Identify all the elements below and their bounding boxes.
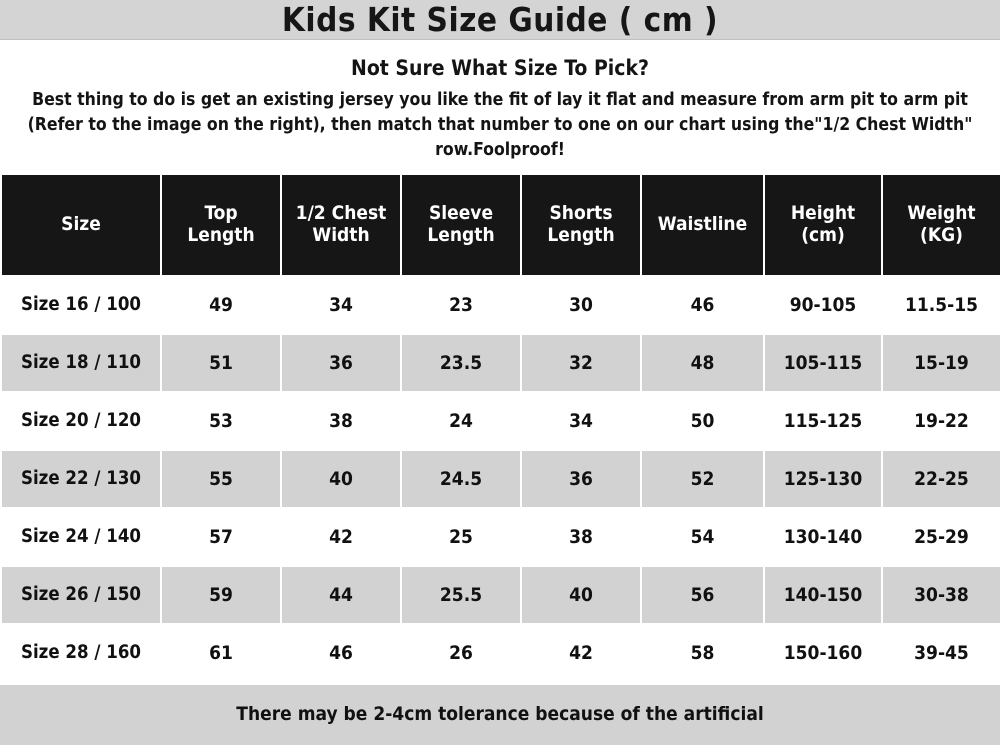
cell-shorts-length: 40: [521, 566, 641, 624]
cell-sleeve-length: 23.5: [401, 334, 521, 392]
column-header-line2: Length: [187, 223, 255, 246]
column-header-line1: 1/2 Chest: [295, 202, 387, 225]
cell-height: 130-140: [764, 508, 882, 566]
cell-half-chest-width: 36: [281, 334, 401, 392]
cell-half-chest-width: 42: [281, 508, 401, 566]
cell-sleeve-length: 26: [401, 624, 521, 682]
page-title: Kids Kit Size Guide ( cm ): [281, 0, 719, 39]
cell-size: Size 24 / 140: [1, 508, 161, 566]
cell-top-length: 51: [161, 334, 281, 392]
column-header-line1: Top: [204, 202, 238, 225]
tolerance-note: There may be 2-4cm tolerance because of the artificial: [0, 683, 1000, 745]
cell-shorts-length: 36: [521, 450, 641, 508]
cell-waistline: 58: [641, 624, 764, 682]
column-header-half-chest-width: [281, 174, 401, 276]
cell-height: 90-105: [764, 276, 882, 334]
column-header-line2: (cm): [801, 223, 845, 246]
cell-size: Size 26 / 150: [1, 566, 161, 624]
cell-waistline: 50: [641, 392, 764, 450]
column-header-height: [764, 174, 882, 276]
intro-heading: Not Sure What Size To Pick?: [351, 56, 649, 80]
cell-size: Size 22 / 130: [1, 450, 161, 508]
cell-weight: 30-38: [882, 566, 1000, 624]
column-header-line1: Sleeve: [428, 202, 494, 225]
cell-half-chest-width: 34: [281, 276, 401, 334]
cell-height: 140-150: [764, 566, 882, 624]
cell-top-length: 57: [161, 508, 281, 566]
cell-sleeve-length: 25: [401, 508, 521, 566]
cell-shorts-length: 34: [521, 392, 641, 450]
cell-weight: 22-25: [882, 450, 1000, 508]
cell-size: Size 20 / 120: [1, 392, 161, 450]
column-header-line2: Length: [547, 223, 615, 246]
table-row: [1, 508, 1000, 566]
cell-sleeve-length: 23: [401, 276, 521, 334]
cell-waistline: 52: [641, 450, 764, 508]
cell-shorts-length: 30: [521, 276, 641, 334]
column-header-line1: Height: [790, 202, 856, 225]
table-row: [1, 334, 1000, 392]
table-row: [1, 392, 1000, 450]
cell-shorts-length: 38: [521, 508, 641, 566]
cell-half-chest-width: 40: [281, 450, 401, 508]
cell-size: Size 28 / 160: [1, 624, 161, 682]
column-header-line2: Width: [312, 223, 370, 246]
cell-sleeve-length: 25.5: [401, 566, 521, 624]
cell-top-length: 49: [161, 276, 281, 334]
cell-sleeve-length: 24.5: [401, 450, 521, 508]
size-chart-table: [0, 173, 1000, 683]
cell-half-chest-width: 44: [281, 566, 401, 624]
cell-top-length: 55: [161, 450, 281, 508]
table-row: [1, 624, 1000, 682]
column-header-size: [1, 174, 161, 276]
column-header-line2: (KG): [920, 223, 963, 246]
table-header: [1, 174, 1000, 276]
cell-shorts-length: 32: [521, 334, 641, 392]
cell-top-length: 61: [161, 624, 281, 682]
cell-height: 125-130: [764, 450, 882, 508]
column-header-line1: Waistline: [657, 212, 748, 235]
intro-body-text: Best thing to do is get an existing jersey you like the fit of lay it flat and measure from arm pit to arm pit (Refer to the image on the right), then match that number to one on our chart using the"1/2 Chest Width" row.Foolproof!: [27, 90, 973, 160]
cell-weight: 11.5-15: [882, 276, 1000, 334]
table-row: [1, 450, 1000, 508]
column-header-shorts-length: [521, 174, 641, 276]
cell-waistline: 48: [641, 334, 764, 392]
cell-weight: 15-19: [882, 334, 1000, 392]
cell-top-length: 59: [161, 566, 281, 624]
cell-top-length: 53: [161, 392, 281, 450]
cell-waistline: 46: [641, 276, 764, 334]
column-header-waistline: [641, 174, 764, 276]
column-header-line1: Shorts: [549, 202, 613, 225]
table-row: [1, 566, 1000, 624]
column-header-weight: [882, 174, 1000, 276]
cell-half-chest-width: 46: [281, 624, 401, 682]
column-header-line1: Weight: [907, 202, 976, 225]
cell-weight: 19-22: [882, 392, 1000, 450]
cell-size: Size 16 / 100: [1, 276, 161, 334]
cell-waistline: 54: [641, 508, 764, 566]
cell-size: Size 18 / 110: [1, 334, 161, 392]
cell-sleeve-length: 24: [401, 392, 521, 450]
table-body: [1, 276, 1000, 682]
column-header-line1: Size: [61, 212, 101, 235]
intro-section: [0, 40, 1000, 173]
cell-weight: 25-29: [882, 508, 1000, 566]
table-header-row: [1, 174, 1000, 276]
cell-height: 150-160: [764, 624, 882, 682]
column-header-line2: Length: [427, 223, 495, 246]
cell-half-chest-width: 38: [281, 392, 401, 450]
cell-waistline: 56: [641, 566, 764, 624]
cell-height: 115-125: [764, 392, 882, 450]
title-bar: [0, 0, 1000, 40]
cell-height: 105-115: [764, 334, 882, 392]
cell-weight: 39-45: [882, 624, 1000, 682]
size-table-wrapper: [0, 173, 1000, 683]
cell-shorts-length: 42: [521, 624, 641, 682]
column-header-sleeve-length: [401, 174, 521, 276]
column-header-top-length: [161, 174, 281, 276]
table-row: [1, 276, 1000, 334]
